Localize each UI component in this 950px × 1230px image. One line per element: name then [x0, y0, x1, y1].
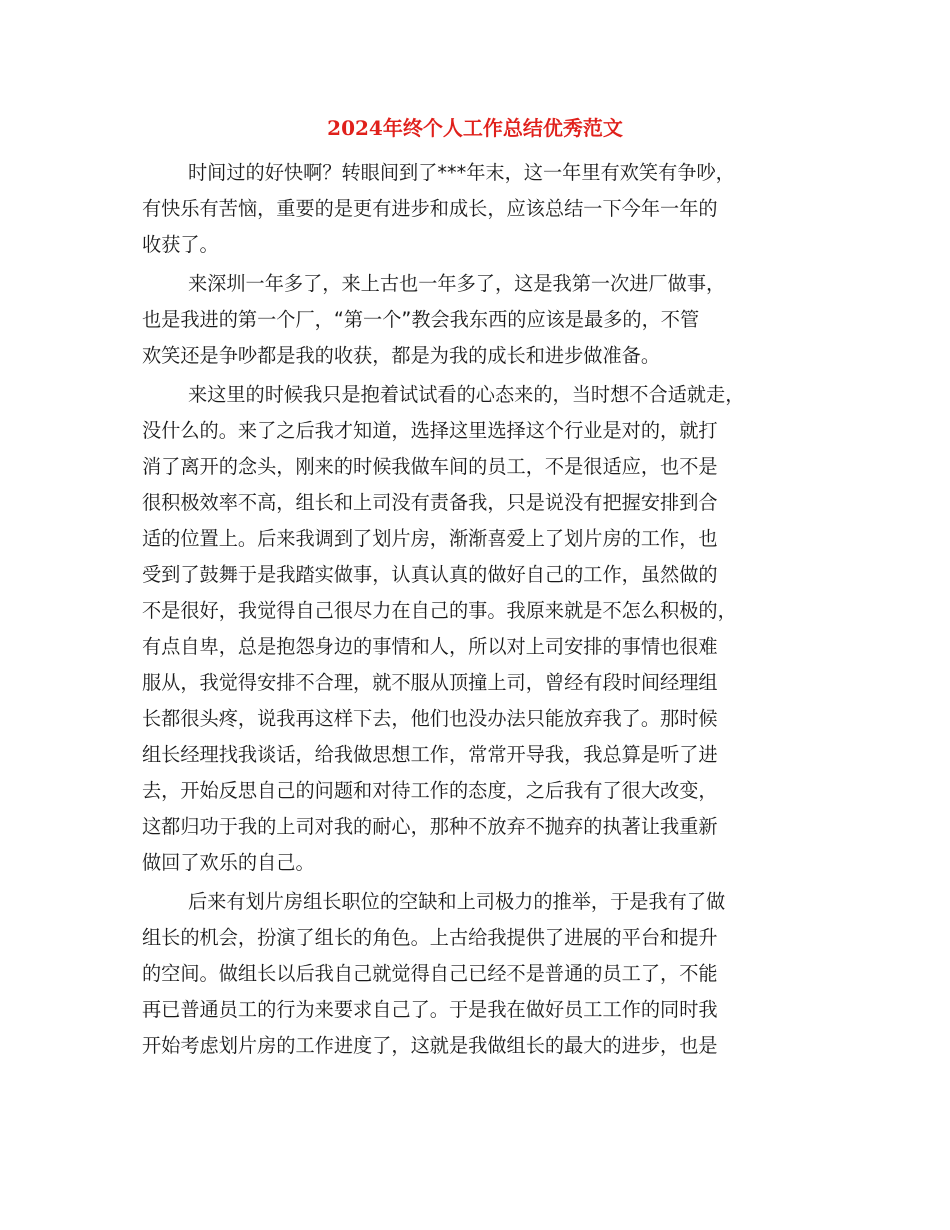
paragraph-line: 很积极效率不高，组长和上司没有责备我，只是说没有把握安排到合	[142, 491, 718, 514]
paragraph-line: 收获了。	[142, 233, 219, 256]
document-title: 2024年终个人工作总结优秀范文	[327, 116, 623, 140]
paragraph-line: 来这里的时候我只是抱着试试看的心态来的，当时想不合适就走，	[188, 383, 745, 406]
paragraph-line: 再已普通员工的行为来要求自己了。于是我在做好员工工作的同时我	[142, 998, 718, 1021]
paragraph-line: 受到了鼓舞于是我踏实做事，认真认真的做好自己的工作，虽然做的	[142, 563, 718, 586]
paragraph-line: 组长经理找我谈话，给我做思想工作，常常开导我，我总算是听了进	[142, 743, 718, 766]
paragraph-line: 开始考虑划片房的工作进度了，这就是我做组长的最大的进步，也是	[142, 1034, 718, 1057]
paragraph-line: 组长的机会，扮演了组长的角色。上古给我提供了进展的平台和提升	[142, 926, 718, 949]
paragraph-line: 不是很好，我觉得自己很尽力在自己的事。我原来就是不怎么积极的，	[142, 599, 737, 622]
paragraph-line: 适的位置上。后来我调到了划片房，渐渐喜爱上了划片房的工作，也	[142, 527, 718, 550]
paragraph-line: 消了离开的念头，刚来的时候我做车间的员工，不是很适应，也不是	[142, 455, 718, 478]
paragraph-line: 后来有划片房组长职位的空缺和上司极力的推举，于是我有了做	[188, 890, 726, 913]
paragraph-line: 来深圳一年多了，来上古也一年多了，这是我第一次进厂做事，	[188, 272, 726, 295]
paragraph-line: 服从，我觉得安排不合理，就不服从顶撞上司，曾经有段时间经理组	[142, 671, 718, 694]
paragraph-line: 也是我进的第一个厂，“第一个”教会我东西的应该是最多的，不管	[142, 308, 700, 331]
paragraph-line: 有快乐有苦恼，重要的是更有进步和成长，应该总结一下今年一年的	[142, 197, 718, 220]
paragraph-line: 欢笑还是争吵都是我的收获，都是为我的成长和进步做准备。	[142, 344, 661, 367]
paragraph-line: 去，开始反思自己的问题和对待工作的态度，之后我有了很大改变，	[142, 779, 718, 802]
paragraph-line: 长都很头疼，说我再这样下去，他们也没办法只能放弃我了。那时候	[142, 707, 718, 730]
paragraph-line: 时间过的好快啊？转眼间到了***年末，这一年里有欢笑有争吵，	[188, 161, 735, 184]
paragraph-line: 这都归功于我的上司对我的耐心，那种不放弃不抛弃的执著让我重新	[142, 815, 718, 838]
paragraph-line: 有点自卑，总是抱怨身边的事情和人，所以对上司安排的事情也很难	[142, 635, 718, 658]
paragraph-line: 的空间。做组长以后我自己就觉得自己已经不是普通的员工了，不能	[142, 962, 718, 985]
paragraph-line: 做回了欢乐的自己。	[142, 851, 315, 874]
paragraph-line: 没什么的。来了之后我才知道，选择这里选择这个行业是对的，就打	[142, 419, 718, 442]
